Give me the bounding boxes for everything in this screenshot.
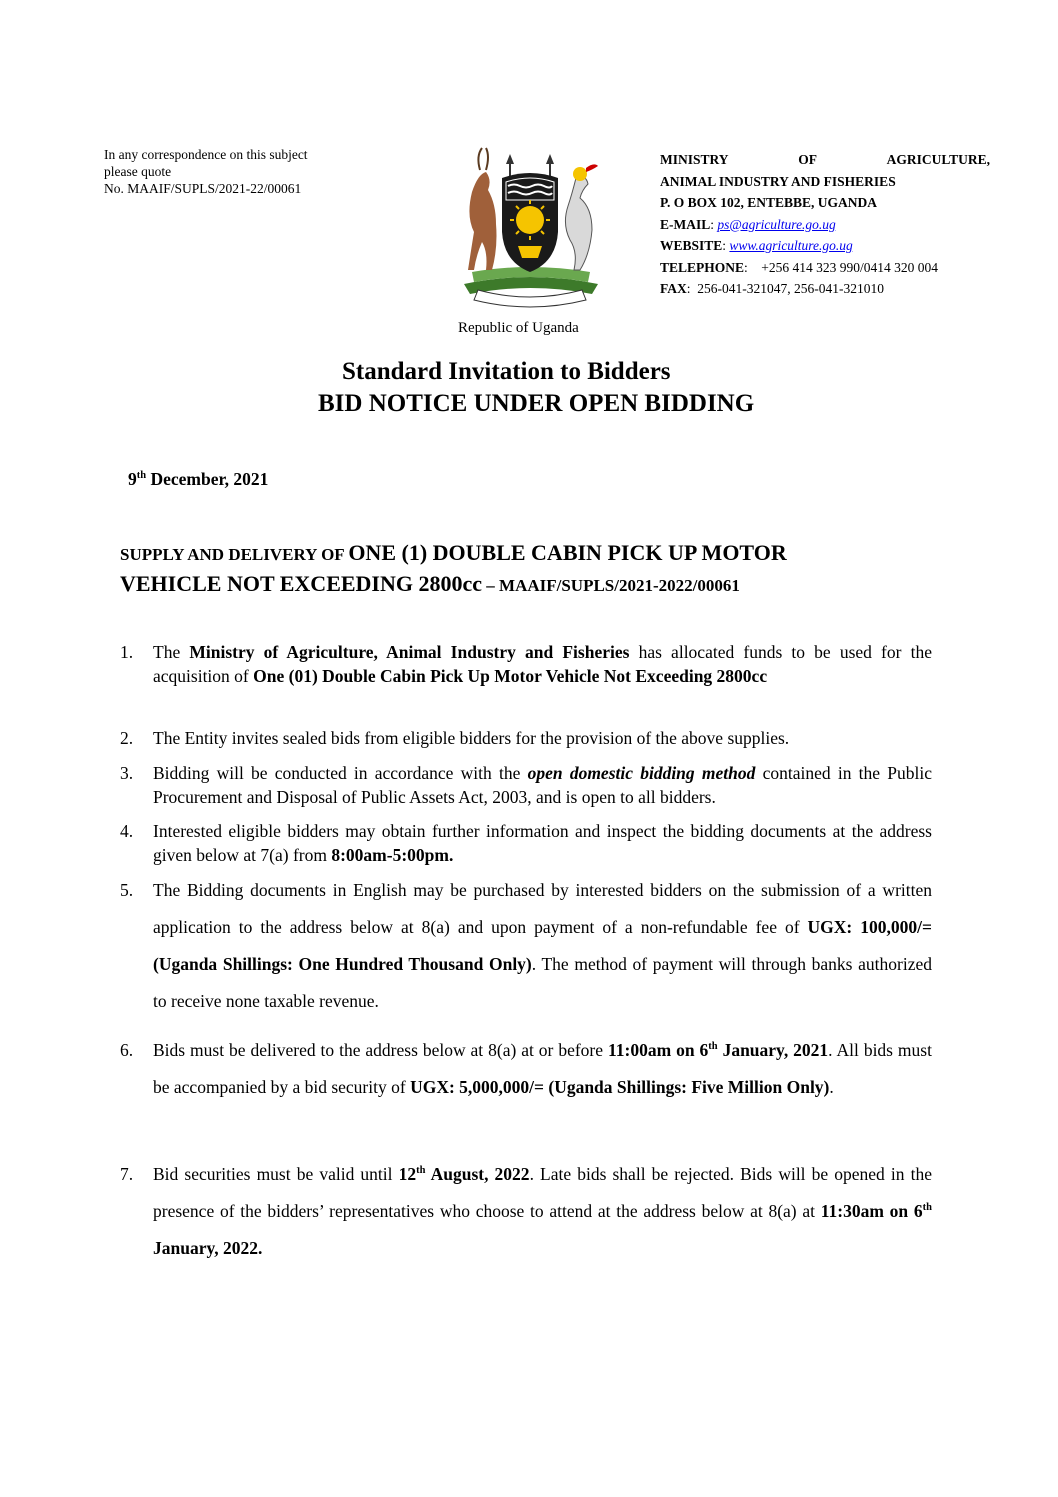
fax-value: 256-041-321047, 256-041-321010	[697, 281, 884, 296]
agriculture-word: AGRICULTURE,	[886, 152, 990, 167]
document-subtitle: BID NOTICE UNDER OPEN BIDDING	[318, 390, 755, 417]
website-line: WEBSITE: www.agriculture.go.ug	[660, 238, 853, 253]
list-item: 3. Bidding will be conducted in accordance with the open domestic bidding method contained in the Public Procurement and Disposal of Public Assets Act, 2003, and is open to all bidders.	[120, 763, 932, 807]
ministry-name-line-1	[660, 149, 990, 171]
reference-block	[104, 146, 404, 197]
telephone-label: TELEPHONE	[660, 259, 745, 275]
uganda-coat-of-arms-icon	[452, 144, 608, 312]
reference-line-1: In any correspondence on this subject	[104, 147, 308, 162]
list-item: 4. Interested eligible bidders may obtain further information and inspect the bidding documents at the address given below at 7(a) from 8:00am-5:00pm.	[120, 821, 932, 865]
subject-prefix: SUPPLY AND DELIVERY OF	[120, 545, 349, 564]
republic-label: Republic of Uganda	[458, 320, 579, 336]
website-label: WEBSITE	[660, 238, 723, 253]
list-item: 5. The Bidding documents in English may be purchased by interested bidders on the submission of a written application to the address below at 8(a) and upon payment of a non-refundable fee of UGX: 100,000/= (Uganda Shillings: One Hundred Thousand Only). The method of payment will through banks authorized to receive none taxable revenue.	[120, 880, 932, 1011]
list-item: 2. The Entity invites sealed bids from eligible bidders for the provision of the above supplies.	[120, 728, 790, 748]
website-link[interactable]: www.agriculture.go.ug	[729, 238, 853, 253]
document-title: Standard Invitation to Bidders	[342, 358, 671, 385]
subject-main-1: ONE (1) DOUBLE CABIN PICK UP MOTOR	[348, 540, 787, 565]
of-word: OF	[798, 152, 817, 167]
ministry-word: MINISTRY	[660, 152, 729, 167]
ministry-address: P. O BOX 102, ENTEBBE, UGANDA	[660, 195, 878, 210]
telephone-line: TELEPHONE: +256 414 323 990/0414 320 004	[660, 259, 939, 275]
fax-line: FAX: 256-041-321047, 256-041-321010	[660, 281, 884, 296]
notice-subject	[120, 538, 940, 600]
subject-reference: – MAAIF/SUPLS/2021-2022/00061	[482, 576, 740, 595]
list-item: 6. Bids must be delivered to the address below at 8(a) at or before 11:00am on 6th January, 2021. All bids must be accompanied by a bid security of UGX: 5,000,000/= (Uganda Shillings: Five Million Only).	[120, 1040, 932, 1097]
email-label: E-MAIL	[660, 216, 711, 232]
email-link[interactable]: ps@agriculture.go.ug	[717, 216, 836, 232]
subject-main-2: VEHICLE NOT EXCEEDING 2800cc	[120, 571, 483, 596]
list-item: 7. Bid securities must be valid until 12th August, 2022. Late bids shall be rejected. Bids will be opened in the presence of the bidders’ representatives who choose to attend at the address below at 8(a) at 11:30am on 6th January, 2022.	[120, 1164, 932, 1258]
reference-line-2: please quote	[104, 164, 172, 179]
list-item: 1. The Ministry of Agriculture, Animal Industry and Fisheries has allocated funds to be used for the acquisition of One (01) Double Cabin Pick Up Motor Vehicle Not Exceeding 2800cc	[120, 642, 932, 686]
fax-label: FAX	[660, 281, 687, 296]
notice-date: 9th December, 2021	[128, 469, 269, 489]
email-line: E-MAIL: ps@agriculture.go.ug	[660, 216, 836, 232]
reference-number: No. MAAIF/SUPLS/2021-22/00061	[104, 181, 302, 196]
ministry-name-line-2: ANIMAL INDUSTRY AND FISHERIES	[660, 173, 896, 189]
ministry-header	[660, 149, 990, 300]
telephone-value: +256 414 323 990/0414 320 004	[761, 259, 939, 275]
